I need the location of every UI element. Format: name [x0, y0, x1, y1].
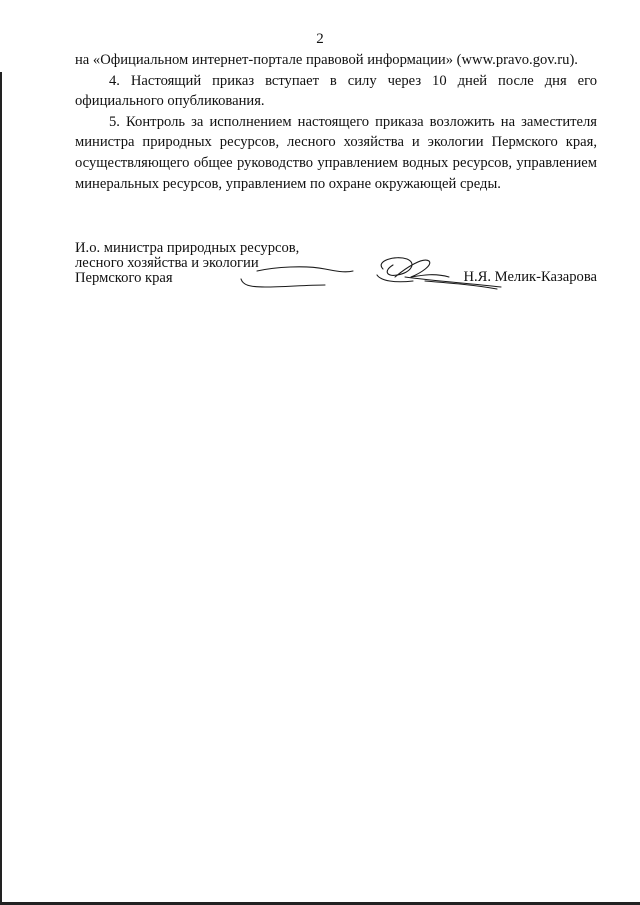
page-number: 2 [316, 31, 324, 47]
signatory-position-line: Пермского края [75, 270, 173, 286]
scan-edge-left [0, 72, 2, 905]
paragraph-item-4: 4. Настоящий приказ вступает в силу через 10 дней после дня его официального опубликования. [75, 72, 597, 110]
signature-block [75, 241, 600, 301]
signatory-position-line: лесного хозяйства и экологии [75, 255, 259, 271]
signatory-position-line: И.о. министра природных ресурсов, [75, 240, 300, 256]
paragraph-item-5: 5. Контроль за исполнением настоящего приказа возложить на заместителя министра природных ресурсов, лесного хозяйства и экологии Пермского края, осуществляющего общее руководство управлением водных ресурсов, управлением минеральных ресурсов, управлением по охране окружающей среды. [75, 113, 597, 192]
paragraph-continuation: на «Официальном интернет-портале правовой информации» (www.pravo.gov.ru). [75, 52, 578, 68]
signatory-name: Н.Я. Мелик-Казарова [463, 269, 597, 285]
document-body [75, 50, 597, 194]
